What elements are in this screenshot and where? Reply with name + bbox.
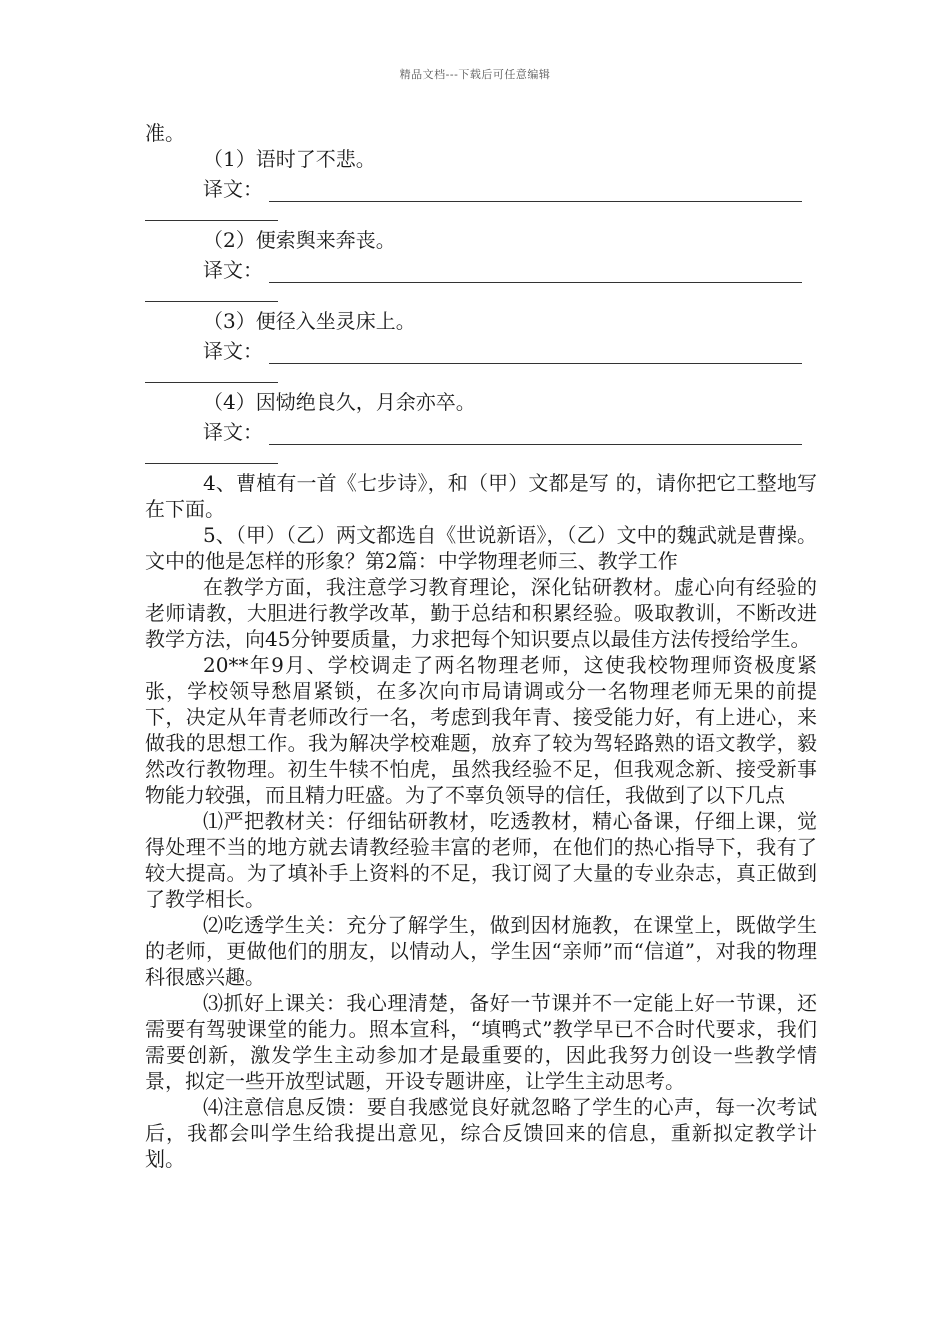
- paragraph-6: ⑷注意信息反馈：要自我感觉良好就忽略了学生的心声，每一次考试后，我都会叫学生给我提出意见，综合反馈回来的信息，重新拟定教学计划。: [145, 1095, 817, 1171]
- translation-label: 译文：: [203, 420, 263, 444]
- question-1: （1）语时了不悲。: [203, 147, 376, 171]
- question-block-2: [145, 227, 817, 302]
- question-block-1: [145, 146, 817, 221]
- question-block-3: [145, 308, 817, 383]
- translation-label: 译文：: [203, 177, 263, 201]
- question-block-4: [145, 389, 817, 464]
- answer-blank-1-continued[interactable]: [145, 202, 278, 221]
- question-item-5: 5、（甲）（乙）两文都选自《世说新语》，（乙）文中的魏武就是曹操。文中的他是怎样的形象？第2篇：中学物理老师三、教学工作: [145, 523, 817, 573]
- answer-blank-1[interactable]: [269, 181, 802, 202]
- answer-blank-4-continued[interactable]: [145, 445, 278, 464]
- answer-blank-2[interactable]: [269, 262, 802, 283]
- paragraph-2: 20**年9月、学校调走了两名物理老师，这使我校物理师资极度紧张，学校领导愁眉紧锁，在多次向市局请调或分一名物理老师无果的前提下，决定从年青老师改行一名，考虑到我年青、接受能力好，有上进心，来做我的思想工作。我为解决学校难题，放弃了较为驾轻路熟的语文教学，毅然改行教物理。初生牛犊不怕虎，虽然我经验不足，但我观念新、接受新事物能力较强，而且精力旺盛。为了不辜负领导的信任，我做到了以下几点: [145, 653, 817, 807]
- translation-row-1: [145, 172, 817, 202]
- question-3: （3）便径入坐灵床上。: [203, 309, 416, 333]
- question-item-4: 4、曹植有一首《七步诗》，和（甲）文都是写 的，请你把它工整地写在下面。: [145, 471, 817, 521]
- answer-blank-4[interactable]: [269, 424, 802, 445]
- answer-blank-3[interactable]: [269, 343, 802, 364]
- intro-tail: 准。: [145, 121, 185, 145]
- paragraph-5: ⑶抓好上课关：我心理清楚，备好一节课并不一定能上好一节课，还需要有驾驶课堂的能力。照本宣科，“填鸭式”教学早已不合时代要求，我们需要创新，激发学生主动参加才是最重要的，因此我努力创设一些教学情景，拟定一些开放型试题，开设专题讲座，让学生主动思考。: [145, 991, 817, 1093]
- translation-row-4: [145, 415, 817, 445]
- page-header: 精品文档---下载后可任意编辑: [399, 68, 551, 81]
- translation-label: 译文：: [203, 339, 263, 363]
- translation-row-2: [145, 253, 817, 283]
- answer-blank-3-continued[interactable]: [145, 364, 278, 383]
- document-body: [145, 120, 817, 1172]
- translation-label: 译文：: [203, 258, 263, 282]
- question-2: （2）便索舆来奔丧。: [203, 228, 396, 252]
- paragraph-1: 在教学方面，我注意学习教育理论，深化钻研教材。虚心向有经验的老师请教，大胆进行教学改革，勤于总结和积累经验。吸取教训，不断改进教学方法，向45分钟要质量，力求把每个知识要点以最佳方法传授给学生。: [145, 575, 817, 651]
- paragraph-4: ⑵吃透学生关：充分了解学生，做到因材施教，在课堂上，既做学生的老师，更做他们的朋友，以情动人，学生因“亲师”而“信道”，对我的物理科很感兴趣。: [145, 913, 817, 989]
- translation-row-3: [145, 334, 817, 364]
- paragraph-3: ⑴严把教材关：仔细钻研教材，吃透教材，精心备课，仔细上课，觉得处理不当的地方就去请教经验丰富的老师，在他们的热心指导下，我有了较大提高。为了填补手上资料的不足，我订阅了大量的专业杂志，真正做到了教学相长。: [145, 809, 817, 911]
- question-4: （4）因恸绝良久，月余亦卒。: [203, 390, 476, 414]
- answer-blank-2-continued[interactable]: [145, 283, 278, 302]
